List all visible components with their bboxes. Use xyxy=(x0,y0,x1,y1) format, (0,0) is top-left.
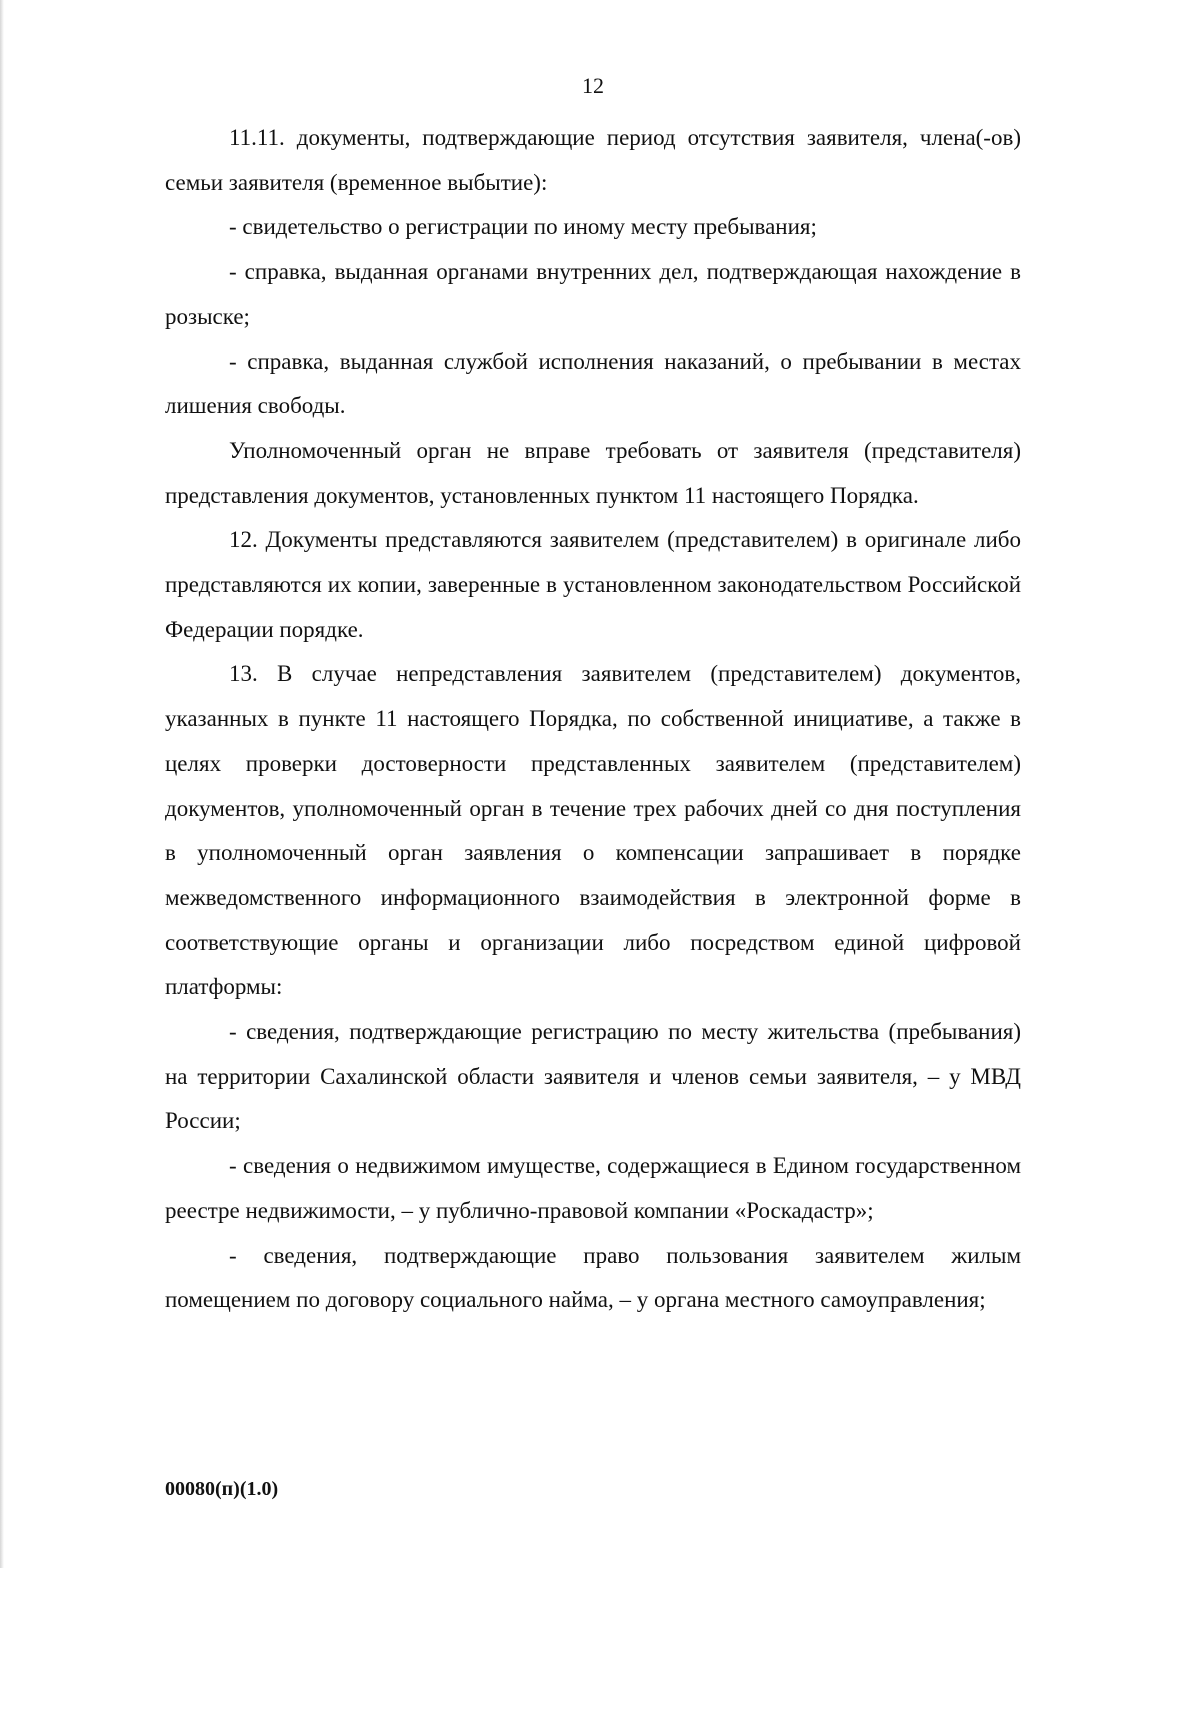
list-item-registration-certificate: - свидетельство о регистрации по иному месту пребывания; xyxy=(229,214,817,240)
paragraph-13: 13. В случае непредставления заявителем (представителем) документов, указанных в пункте 11 настоящего Порядка, по собственной инициативе, а также в целях проверки достоверности представленных заявителем (представителем) документов, уполномоченный орган в течение трех рабочих дней со дня поступления в уполномоченный орган заявления о компенсации запрашивает в порядке межведомственного информационного взаимодействия в электронной форме в соответствующие органы и организации либо посредством единой цифровой платформы: xyxy=(165,661,1021,1000)
list-item-mvd-registration: - сведения, подтверждающие регистрацию по месту жительства (пребывания) на территории Сахалинской области заявителя и членов семьи заявителя, – у МВД России; xyxy=(165,1019,1021,1134)
document-body xyxy=(165,116,1021,1323)
list-item-social-housing: - сведения, подтверждающие право пользования заявителем жилым помещением по договору социального найма, – у органа местного самоуправления; xyxy=(165,1242,1021,1313)
paragraph-11-11: 11.11. документы, подтверждающие период отсутствия заявителя, члена(-ов) семьи заявителя (временное выбытие): xyxy=(165,125,1021,195)
list-item-imprisonment-certificate: - справка, выданная службой исполнения наказаний, о пребывании в местах лишения свободы. xyxy=(165,348,1021,419)
page-number: 12 xyxy=(582,73,604,98)
list-item-wanted-certificate: - справка, выданная органами внутренних дел, подтверждающая нахождение в розыске; xyxy=(165,259,1021,329)
document-code: 00080(п)(1.0) xyxy=(165,1478,279,1500)
paragraph-12: 12. Документы представляются заявителем (представителем) в оригинале либо представляются их копии, заверенные в установленном законодательством Российской Федерации порядке. xyxy=(165,527,1021,642)
scan-edge-shadow xyxy=(0,0,4,1568)
paragraph-authority-restriction: Уполномоченный орган не вправе требовать от заявителя (представителя) представления документов, установленных пунктом 11 настоящего Порядка. xyxy=(165,437,1021,508)
list-item-rosreestr: - сведения о недвижимом имуществе, содержащиеся в Едином государственном реестре недвижимости, – у публично-правовой компании «Роскадастр»; xyxy=(165,1153,1021,1223)
